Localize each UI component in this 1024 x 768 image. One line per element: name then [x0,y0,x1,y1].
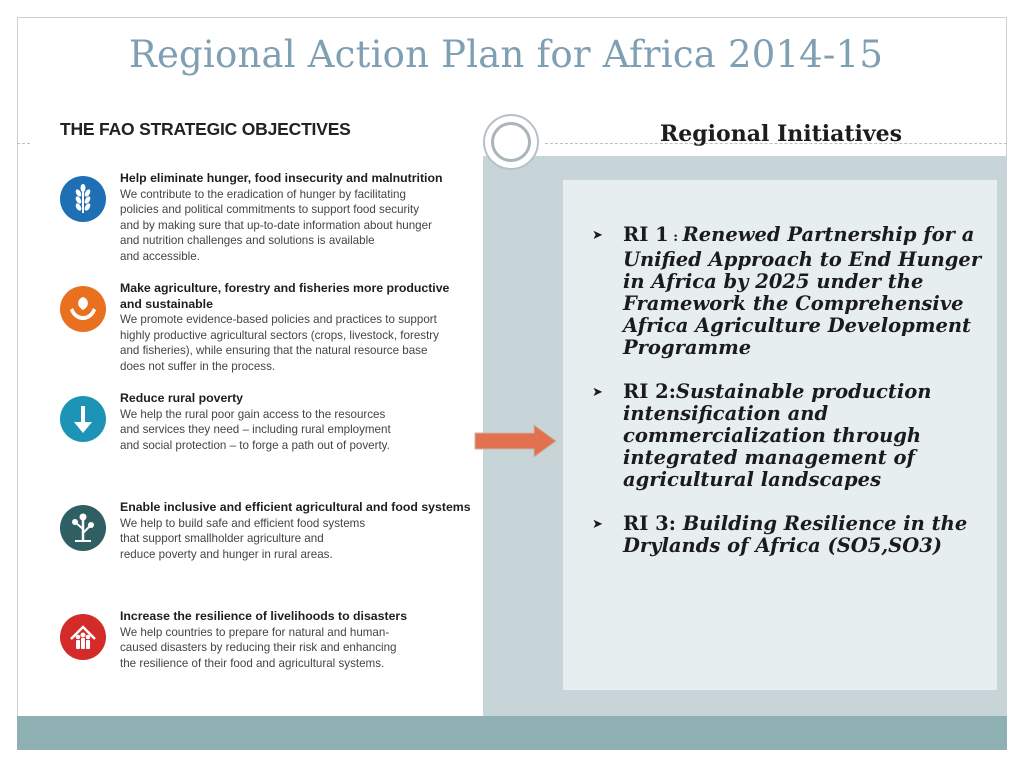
initiative-label: RI 1 [623,223,669,246]
initiative-label: RI 2 [623,380,669,403]
right-arrow-icon [474,424,558,458]
initiative-ri2 [592,380,993,491]
objective-description: We help countries to prepare for natural and human- caused disasters by reducing their risk and enhancing the resilience of their food and agricultural systems. [120,625,397,670]
panel-title: THE FAO STRATEGIC OBJECTIVES [60,119,351,139]
initiative-ri1 [592,223,993,359]
initiative-text: Renewed Partnership for a Unified Approach to End Hunger in Africa by 2025 under the Framework the Comprehensive Africa Agriculture Development Programme [623,223,982,359]
header-divider-left [17,143,30,144]
regional-initiatives-list [592,223,993,579]
initiative-separator: : [668,380,676,403]
objective-heading: Help eliminate hunger, food insecurity and malnutrition [120,171,443,185]
objective-heading: Reduce rural poverty [120,391,244,405]
chevron-right-icon: ➤ [592,517,603,532]
bottom-bar [17,716,1007,750]
initiative-text: Building Resilience in the Drylands of Africa (SO5,SO3) [623,512,968,557]
family-shelter-icon [60,614,106,660]
objective-heading: Increase the resilience of livelihoods to disasters [120,609,408,623]
regional-initiatives-box [563,180,997,690]
decorative-circle-icon [483,114,539,170]
objective-description: We help to build safe and efficient food systems that support smallholder agriculture and reduce poverty and hunger in rural areas. [120,516,366,561]
down-arrow-icon [60,396,106,442]
initiative-separator: : [668,512,683,535]
wheat-icon [60,176,106,222]
initiative-ri3 [592,512,993,557]
strategic-objectives-panel [30,105,483,709]
initiative-label: RI 3 [623,512,669,535]
slide-title: Regional Action Plan for Africa 2014-15 [128,33,884,76]
initiative-text: Sustainable production intensification and commercialization through integrated management of agricultural landscapes [623,380,932,491]
chevron-right-icon: ➤ [592,228,603,243]
objective-description: We help the rural poor gain access to the resources and services they need – including rural employment and social protection – to forge a path out of poverty. [120,407,391,452]
objective-description: We contribute to the eradication of hunger by facilitating policies and political commitments to support food security and by making sure that up-to-date information about hunger and nutrition challenges and solutions is available and accessible. [120,187,432,263]
objective-description: We promote evidence-based policies and practices to support highly productive agricultural sectors (crops, livestock, forestry and fisheries), while ensuring that the natural resource base does not suffer in the process. [120,313,439,373]
hands-leaf-icon [60,286,106,332]
tree-icon [60,505,106,551]
chevron-right-icon: ➤ [592,385,603,400]
regional-initiatives-heading: Regional Initiatives [660,121,903,147]
objective-heading: Make agriculture, forestry and fisheries more productive and sustainable [120,281,450,311]
initiative-separator: : [668,230,683,245]
objective-heading: Enable inclusive and efficient agricultural and food systems [120,500,471,514]
